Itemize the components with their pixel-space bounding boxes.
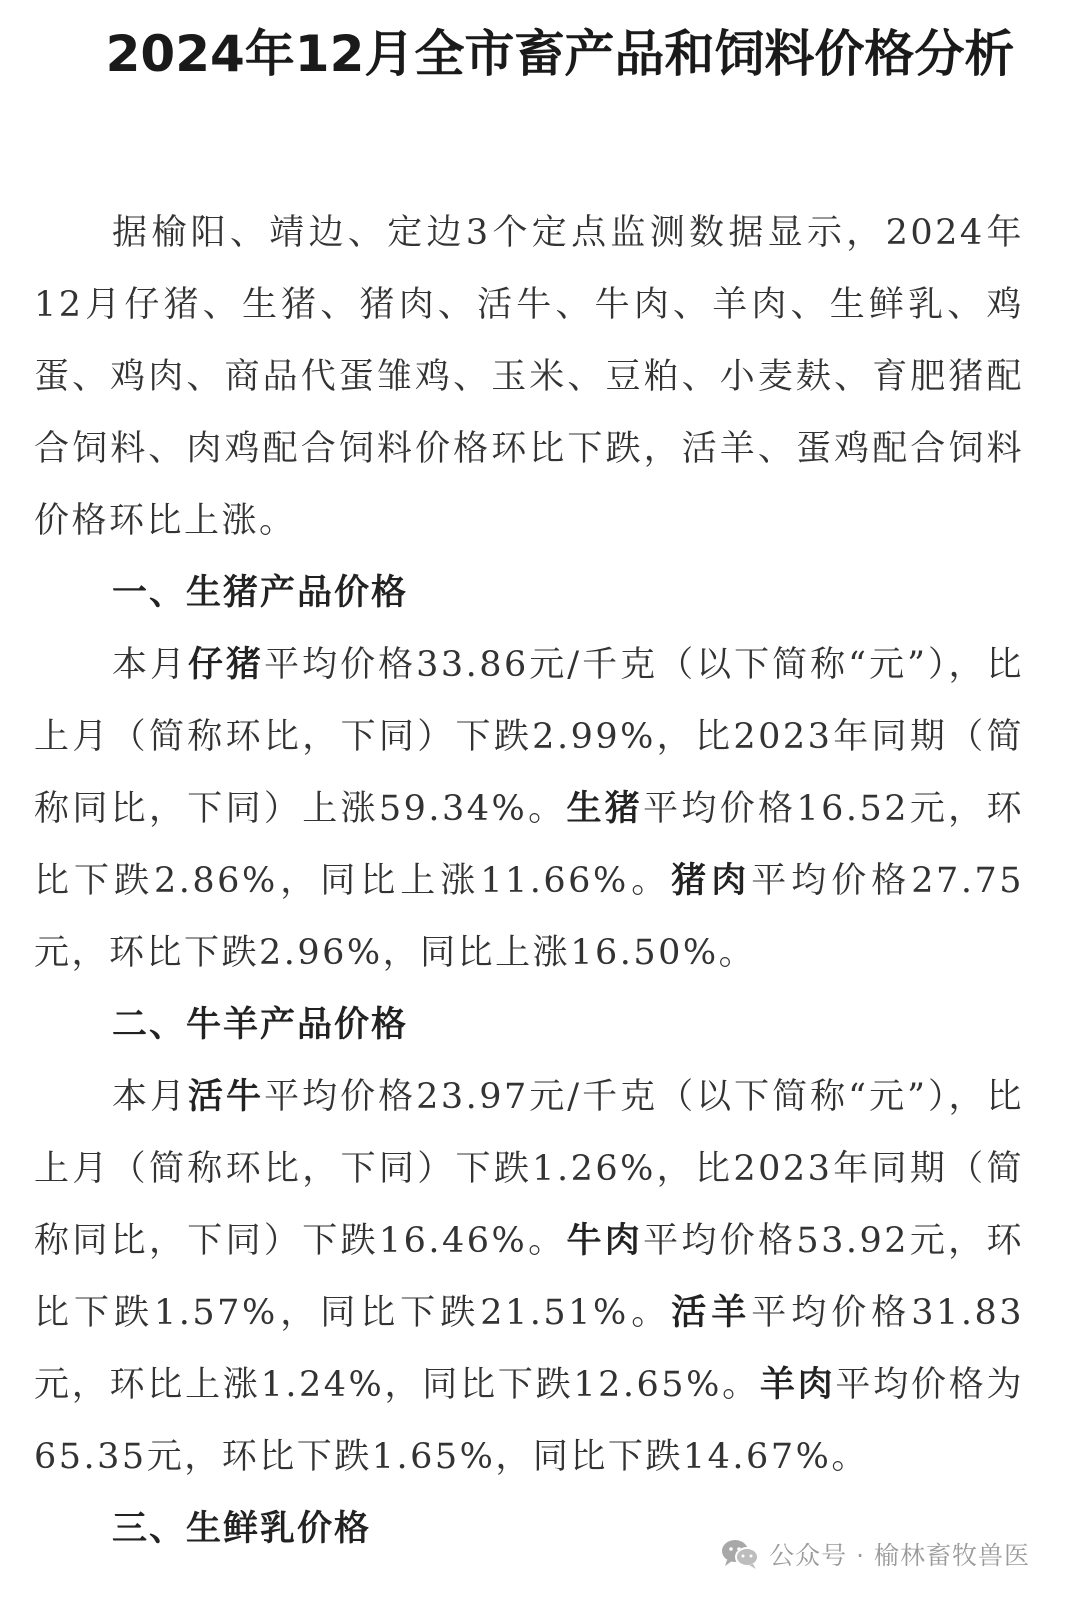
paragraph-text: 本月 — [112, 1077, 189, 1117]
document-body — [34, 197, 1024, 1565]
section-heading-hog: 一、生猪产品价格 — [112, 573, 409, 613]
keyword-mutton: 羊肉 — [759, 1365, 836, 1405]
section-heading-milk: 三、生鲜乳价格 — [112, 1509, 372, 1549]
paragraph-text: 平均价格23.97元/千克（以下简称“元”），比上月（简称环比，下同）下跌1.26%，比2023年同期（简称同比，下同）下跌16.46%。 — [34, 1077, 1024, 1261]
keyword-cattle: 活牛 — [188, 1077, 265, 1117]
watermark-text: 公众号 · 榆林畜牧兽医 — [769, 1541, 1030, 1570]
intro-paragraph: 据榆阳、靖边、定边3个定点监测数据显示，2024年12月仔猪、生猪、猪肉、活牛、牛肉、羊肉、生鲜乳、鸡蛋、鸡肉、商品代蛋雏鸡、玉米、豆粕、小麦麸、育肥猪配合饲料、肉鸡配合饲料价格环比下跌，活羊、蛋鸡配合饲料价格环比上涨。 — [34, 213, 1024, 541]
keyword-sheep: 活羊 — [671, 1293, 752, 1333]
hog-price-paragraph — [34, 629, 1024, 989]
document-title: 2024年12月全市畜产品和饲料价格分析 — [105, 25, 1015, 83]
paragraph-text: 平均价格31.83元，环比上涨1.24%，同比下跌12.65%。 — [34, 1293, 1024, 1405]
paragraph-text: 平均价格33.86元/千克（以下简称“元”），比上月（简称环比，下同）下跌2.99%，比2023年同期（简称同比，下同）上涨59.34%。 — [34, 645, 1024, 829]
paragraph-text: 平均价格为65.35元，环比下跌1.65%，同比下跌14.67%。 — [34, 1365, 1024, 1477]
paragraph-text: 平均价格53.92元，环比下跌1.57%，同比下跌21.51%。 — [34, 1221, 1024, 1333]
paragraph-text: 平均价格27.75元，环比下跌2.96%，同比上涨16.50%。 — [34, 861, 1024, 973]
keyword-pork: 猪肉 — [671, 861, 752, 901]
cattle-sheep-price-paragraph — [34, 1061, 1024, 1493]
paragraph-text: 平均价格16.52元，环比下跌2.86%，同比上涨11.66%。 — [34, 789, 1024, 901]
paragraph-text: 本月 — [112, 645, 189, 685]
watermark — [721, 1534, 1030, 1574]
keyword-hog: 生猪 — [566, 789, 644, 829]
keyword-piglet: 仔猪 — [188, 645, 265, 685]
section-heading-cattle-sheep: 二、牛羊产品价格 — [112, 1005, 409, 1045]
wechat-icon — [721, 1538, 759, 1570]
keyword-beef: 牛肉 — [566, 1221, 644, 1261]
